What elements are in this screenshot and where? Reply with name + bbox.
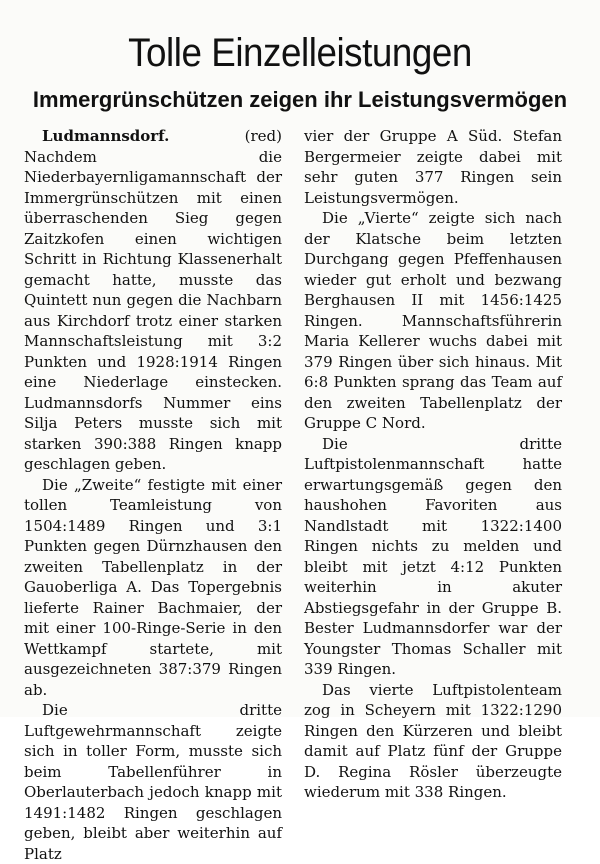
- article-paragraph: vier der Gruppe A Süd. Stefan Bergermeier zeigte dabei mit sehr guten 377 Ringen sein Leistungsvermögen.: [304, 127, 562, 207]
- article-column-left: [24, 126, 282, 864]
- article-headline: Tolle Einzelleistungen: [128, 31, 472, 75]
- article-paragraph: [24, 126, 282, 475]
- article-paragraph: Die dritte Luftpistolenmannschaft hatte erwartungsgemäß gegen den haushohen Favoriten aus Nandlstadt mit 1322:1400 Ringen nichts zu melden und bleibt mit jetzt 4:12 Punkten weiterhin in akuter Abstiegsgefahr in der Gruppe B. Bester Ludmannsdorfer war der Youngster Thomas Schaller mit 339 Ringen.: [304, 434, 562, 678]
- article-column-right: [304, 126, 562, 803]
- article-paragraph: Die „Zweite“ festigte mit einer tollen Teamleistung von 1504:1489 Ringen und 3:1 Punkten gegen Dürnzhausen den zweiten Tabellenplatz in der Gauoberliga A. Das Topergebnis lieferte Rainer Bachmaier, der mit einer 100-Ringe-Serie in den Wettkampf startete, mit ausgezeichneten 387:379 Ringen ab.: [24, 475, 282, 699]
- article-subheadline: Immergrünschützen zeigen ihr Leistungsvermögen: [32, 87, 568, 112]
- article-paragraph: Die „Vierte“ zeigte sich nach der Klatsche beim letzten Durchgang gegen Pfeffenhausen wieder gut erholt und bezwang Berghausen II mit 1456:1425 Ringen. Mannschaftsführerin Maria Kellerer wuchs dabei mit 379 Ringen über sich hinaus. Mit 6:8 Punkten sprang das Team auf den zweiten Tabellenplatz der Gruppe C Nord.: [304, 209, 562, 432]
- article-dateline: Ludmannsdorf.: [42, 127, 170, 145]
- article-paragraph: Das vierte Luftpistolenteam zog in Scheyern mit 1322:1290 Ringen den Kürzeren und bleibt damit auf Platz fünf der Gruppe D. Regina Rösler überzeugte wiederum mit 338 Ringen.: [304, 680, 562, 801]
- article-paragraph: Die dritte Luftgewehrmannschaft zeigte sich in toller Form, musste sich beim Tabellenführer in Oberlauterbach jedoch knapp mit 1491:1482 Ringen geschlagen geben, bleibt aber weiterhin auf Platz: [24, 701, 282, 863]
- article-paragraph-text: (red) Nachdem die Niederbayernligamannschaft der Immergrünschützen mit einen überraschenden Sieg gegen Zaitzkofen einen wichtigen Schritt in Richtung Klassenerhalt gemacht hatte, musste das Quintett nun gegen die Nachbarn aus Kirchdorf trotz einer starken Mannschaftsleistung mit 3:2 Punkten und 1928:1914 Ringen eine Niederlage einstecken. Ludmannsdorfs Nummer eins Silja Peters musste sich mit starken 390:388 Ringen knapp geschlagen geben.: [24, 127, 282, 473]
